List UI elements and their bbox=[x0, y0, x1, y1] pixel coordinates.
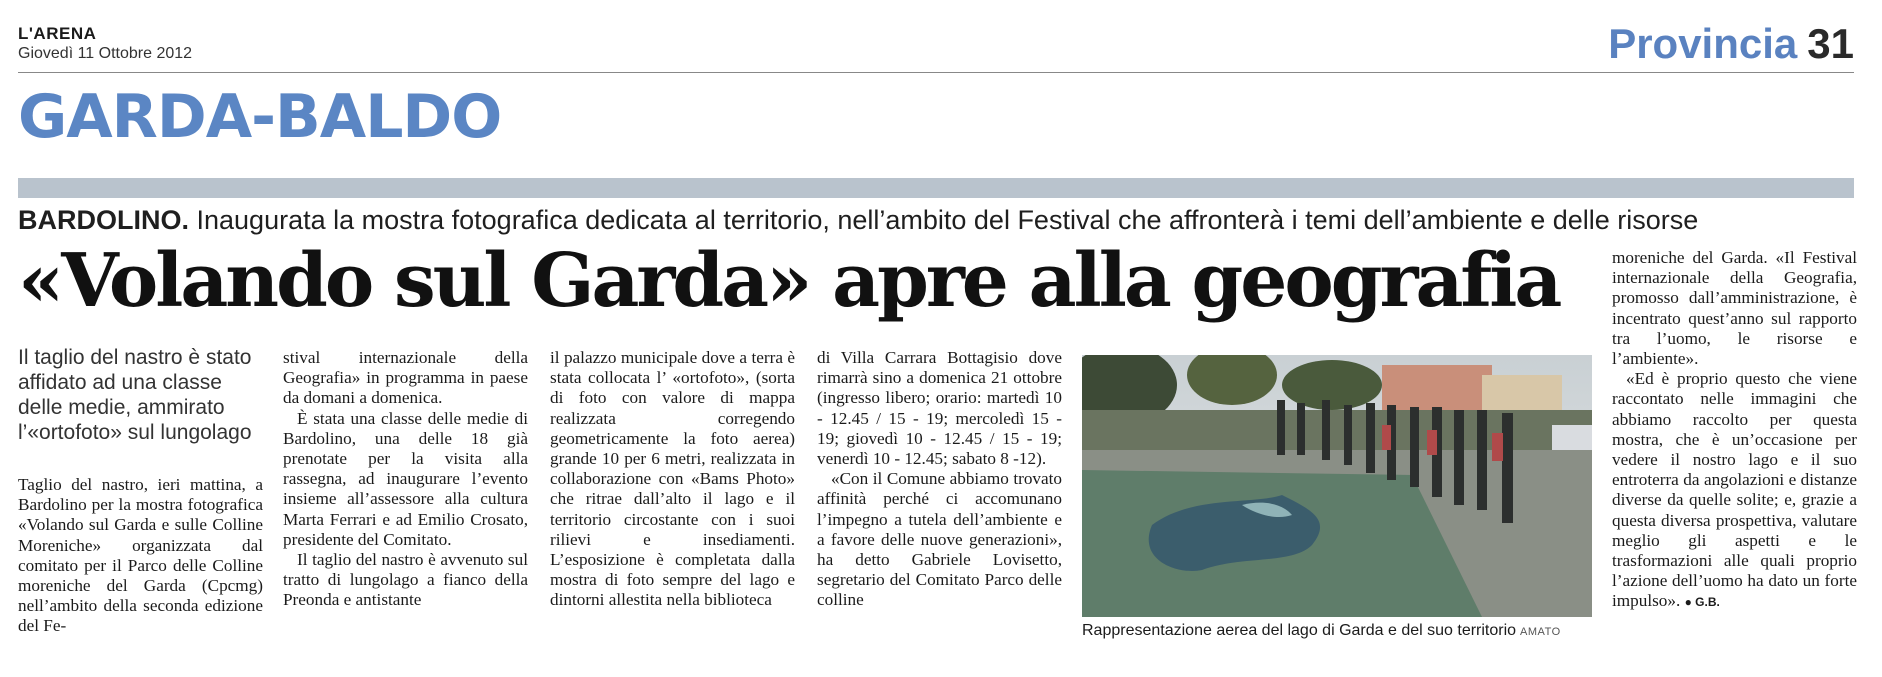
newspaper-name: L'ARENA bbox=[18, 24, 97, 43]
photo-illustration bbox=[1082, 355, 1592, 617]
article-column-2 bbox=[283, 348, 528, 611]
paragraph: È stata una classe delle medie di Bardolino, una delle 18 già prenotate per la visita alla rassegna, ad inaugurare l’evento insieme all’assessore alla cultura Marta Ferrari e ad Emilio Crosato, presidente del Comitato. bbox=[283, 408, 528, 549]
kicker-text: Inaugurata la mostra fotografica dedicata al territorio, nell’ambito del Festival che affronterà i temi dell’ambiente e delle risorse bbox=[189, 205, 1699, 235]
paragraph: Taglio del nastro, ieri mattina, a Bardolino per la mostra fotografica «Volando sul Garda e sulle Colline Moreniche» organizzata dal comitato per il Parco delle Colline moreniche del Garda (Cpcmg) nell’ambito della seconda edizione del Fe- bbox=[18, 475, 263, 636]
edition-title: GARDA-BALDO bbox=[18, 82, 502, 152]
section-name: Provincia bbox=[1608, 20, 1798, 67]
paragraph: stival internazionale della Geografia» in programma in paese da domani a domenica. bbox=[283, 348, 528, 408]
section-header bbox=[1608, 20, 1854, 68]
issue-date: Giovedì 11 Ottobre 2012 bbox=[18, 45, 193, 62]
paragraph: di Villa Carrara Bottagisio dove rimarrà sino a domenica 21 ottobre (ingresso libero; orario: martedì 10 - 12.45 / 15 - 19; mercoledì 15 - 19; giovedì 10 - 12.45 / 15 - 19; venerdì 10 - 12.45; sabato 8 -12). bbox=[817, 348, 1062, 469]
caption-text: Rappresentazione aerea del lago di Garda e del suo territorio bbox=[1082, 622, 1517, 639]
photo-credit: AMATO bbox=[1520, 626, 1561, 638]
article-column-5 bbox=[1612, 248, 1857, 613]
photo-caption bbox=[1082, 622, 1602, 640]
article-column-4 bbox=[817, 348, 1062, 611]
kicker-place: BARDOLINO. bbox=[18, 205, 189, 235]
headline: «Volando sul Garda» apre alla geografia bbox=[18, 238, 1560, 324]
article-column-1 bbox=[18, 475, 263, 637]
article-photo bbox=[1082, 355, 1592, 617]
paragraph: Il taglio del nastro è avvenuto sul tratto di lungolago a fianco della Preonda e antistante bbox=[283, 550, 528, 610]
section-band bbox=[18, 178, 1854, 198]
lead-summary: Il taglio del nastro è stato affidato ad una classe delle medie, ammirato l’«ortofoto» sul lungolago bbox=[18, 346, 252, 444]
paragraph: moreniche del Garda. «Il Festival internazionale della Geografia, promosso dall’amministrazione, è incentrato quest’anno sul rapporto tra l’uomo, le risorse e l’ambiente». bbox=[1612, 248, 1857, 369]
kicker bbox=[18, 205, 1698, 236]
page-number: 31 bbox=[1807, 20, 1854, 67]
paragraph: il palazzo municipale dove a terra è stata collocata l’ «ortofoto», (sorta di foto con valore di mappa realizzata corregendo geometricamente la foto aerea) grande 10 per 6 metri, realizzata in collaborazione con «Bams Photo» che ritrae dall’alto il lago e il territorio circostante con i suoi rilievi e insediamenti. L’esposizione è completata dalla mostra di foto sempre del lago e dintorni allestita nella biblioteca bbox=[550, 348, 795, 610]
author-signature: ● G.B. bbox=[1684, 595, 1720, 610]
paragraph-text: «Ed è proprio questo che viene raccontato nelle immagini che abbiamo raccolto per questa mostra, che è un’occasione per vedere il nostro lago e il suo entroterra da angolazioni e distanze diverse da quelle solite; e, grazie a questa diversa prospettiva, valutare meglio gli aspetti e le trasformazioni alle quali proprio l’azione dell’uomo ha dato un forte impulso». bbox=[1612, 369, 1857, 611]
paragraph bbox=[1612, 369, 1857, 612]
paragraph: «Con il Comune abbiamo trovato affinità perché ci accomunano l’impegno a tutela dell’ambiente e a favore delle nuove generazioni», ha detto Gabriele Lovisetto, segretario del Comitato Parco delle colline bbox=[817, 469, 1062, 610]
header-rule bbox=[18, 72, 1854, 73]
article-column-3 bbox=[550, 348, 795, 611]
